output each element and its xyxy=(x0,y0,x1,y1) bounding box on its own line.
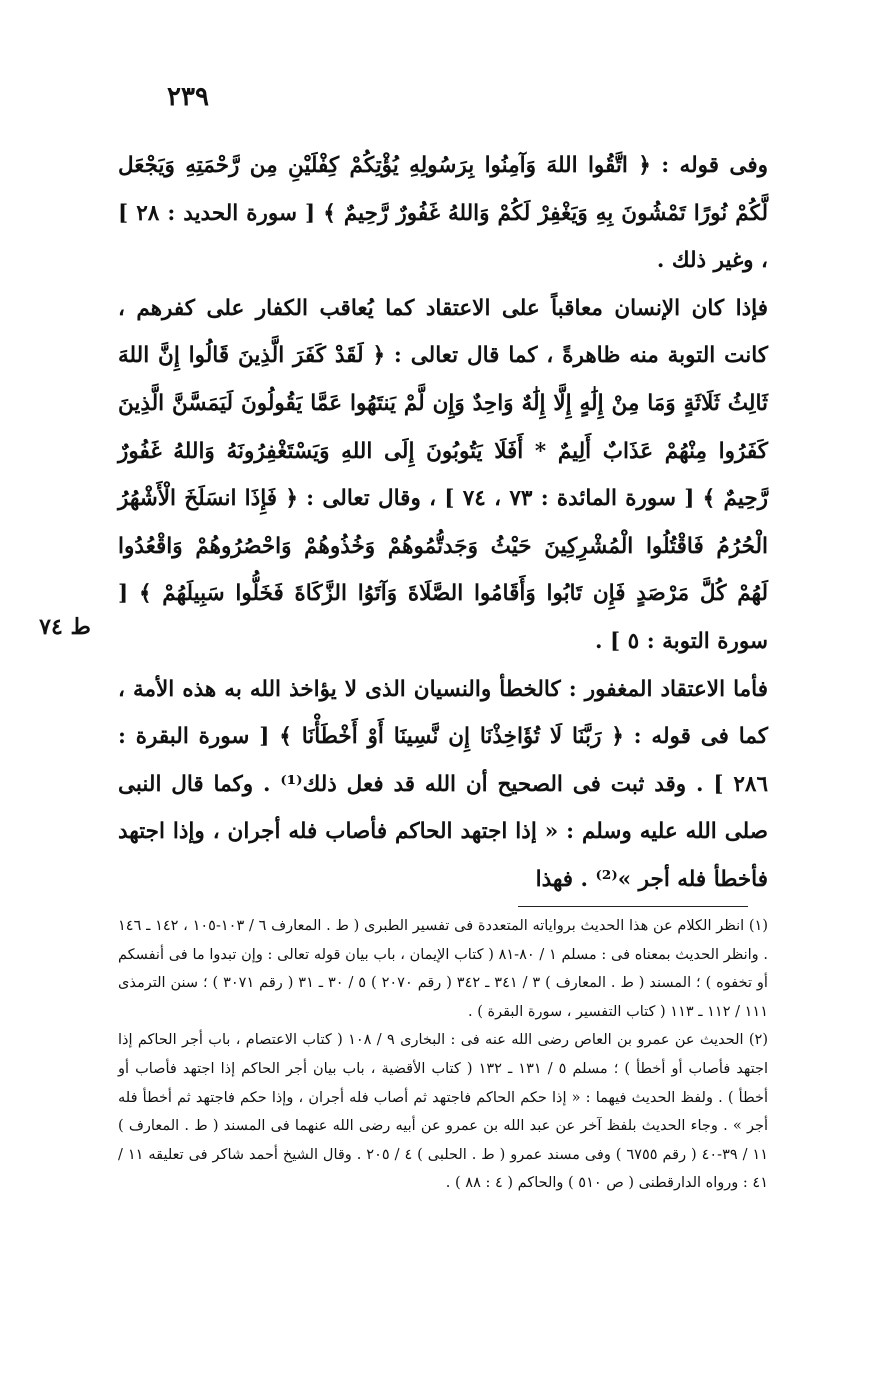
paragraph: وفى قوله : ﴿ اتَّقُوا اللهَ وَآمِنُوا بِرَسُولِهِ يُؤْتِكُمْ كِفْلَيْنِ مِن رَّحْمَتِهِ وَيَجْعَل لَّكُمْ نُورًا تَمْشُونَ بِهِ وَيَغْفِرْ لَكُمْ وَاللهُ غَفُورٌ رَّحِيمٌ ﴾ [ سورة الحديد : ٢٨ ] ، وغير ذلك . xyxy=(118,153,768,274)
footnote: (١) انظر الكلام عن هذا الحديث برواياته المتعددة فى تفسير الطبرى ( ط . المعارف ٦ / ١٠٣-١٠٥ ، ١٤٢ ـ ١٤٦ . وانظر الحديث بمعناه فى : مسلم ١ / ٨٠-٨١ ( كتاب الإيمان ، باب بيان قوله تعالى : وإن تبدوا ما فى أنفسكم أو تخفوه ) ؛ المسند ( ط . المعارف ) ٣ / ٣٤١ ـ ٣٤٢ ( رقم ٢٠٧٠ ) ٥ / ٣٠ ـ ٣١ ( رقم ٣٠٧١ ) ؛ سنن الترمذى ١١١ / ١١٢ ـ ١١٣ ( كتاب التفسير ، سورة البقرة ) . xyxy=(118,918,769,1020)
main-text xyxy=(118,142,768,904)
footnote-divider xyxy=(518,906,748,907)
footnote: (٢) الحديث عن عمرو بن العاص رضى الله عنه فى : البخارى ٩ / ١٠٨ ( كتاب الاعتصام ، باب أجر الحاكم إذا اجتهد فأصاب أو أخطأ ) ؛ مسلم ٥ / ١٣١ ـ ١٣٢ ( كتاب الأقضية ، باب بيان أجر الحاكم إذا اجتهد فأصاب أو أخطأ ) . ولفظ الحديث فيهما : « إذا حكم الحاكم فاجتهد ثم أصاب فله أجران ، وإذا حكم فاجتهد ثم أخطأ فله أجر » . وجاء الحديث بلفظ آخر عن عبد الله بن عمرو عن أبيه رضى الله عنهما فى المسند ( ط . المعارف ) ١١ / ٣٩-٤٠ ( رقم ٦٧٥٥ ) وفى مسند عمرو ( ط . الحلبى ) ٤ / ٢٠٥ . وقال الشيخ أحمد شاكر فى تعليقه ١١ / ٤١ : ورواه الدارقطنى ( ص ٥١٠ ) والحاكم ( ٤ : ٨٨ ) . xyxy=(118,1032,768,1192)
footnotes xyxy=(118,912,768,1198)
paragraph: فإذا كان الإنسان معاقباً على الاعتقاد كما يُعاقب الكفار على كفرهم ، كانت التوبة منه ظاهرةً ، كما قال تعالى : ﴿ لَقَدْ كَفَرَ الَّذِينَ قَالُوا إِنَّ اللهَ ثَالِثُ ثَلَاثَةٍ وَمَا مِنْ إِلَٰهٍ إِلَّا إِلَٰهٌ وَاحِدٌ وَإِن لَّمْ يَنتَهُوا عَمَّا يَقُولُونَ لَيَمَسَّنَّ الَّذِينَ كَفَرُوا مِنْهُمْ عَذَابٌ أَلِيمٌ * أَفَلَا يَتُوبُونَ إِلَى اللهِ وَيَسْتَغْفِرُونَهُ وَاللهُ غَفُورٌ رَّحِيمٌ ﴾ [ سورة المائدة : ٧٣ ، ٧٤ ] ، وقال تعالى : ﴿ فَإِذَا انسَلَخَ الْأَشْهُرُ الْحُرُمُ فَاقْتُلُوا الْمُشْرِكِينَ حَيْثُ وَجَدتُّمُوهُمْ وَخُذُوهُمْ وَاحْصُرُوهُمْ وَاقْعُدُوا لَهُمْ كُلَّ مَرْصَدٍ فَإِن تَابُوا وَأَقَامُوا الصَّلَاةَ وَآتَوُا الزَّكَاةَ فَخَلُّوا سَبِيلَهُمْ ﴾ [ سورة التوبة : ٥ ] . xyxy=(118,295,768,654)
paragraph: فأما الاعتقاد المغفور : كالخطأ والنسيان الذى لا يؤاخذ الله به هذه الأمة ، كما فى قوله : ﴿ رَبَّنَا لَا تُؤَاخِذْنَا إِن نَّسِينَا أَوْ أَخْطَأْنَا ﴾ [ سورة البقرة : ٢٨٦ ] . وقد ثبت فى الصحيح أن الله قد فعل ذلك⁽¹⁾ . وكما قال النبى صلى الله عليه وسلم : « إذا اجتهد الحاكم فأصاب فله أجران ، وإذا اجتهد فأخطأ فله أجر »⁽²⁾ . فهذا xyxy=(118,676,768,892)
margin-note: ط ٧٤ xyxy=(39,614,91,640)
page-number: ٢٣٩ xyxy=(167,82,209,112)
